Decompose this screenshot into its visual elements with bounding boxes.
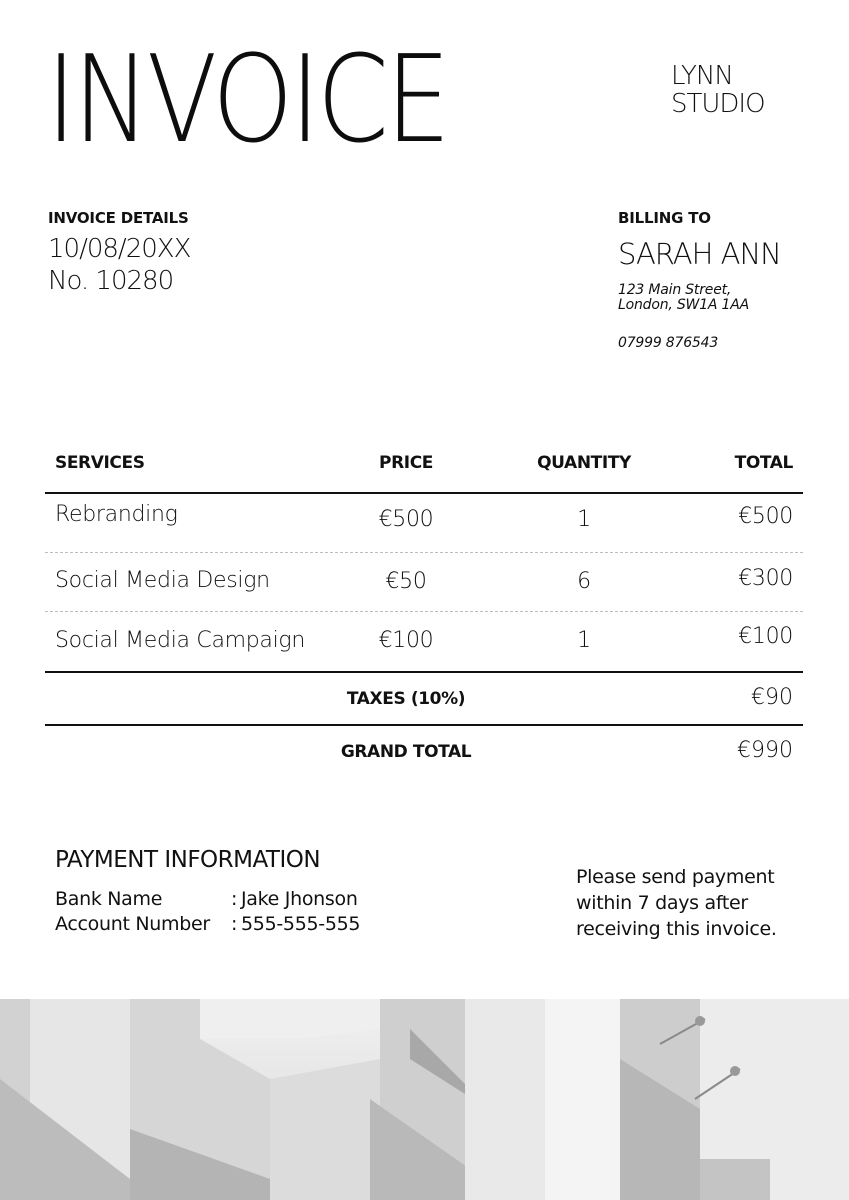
client-phone: 07999 876543 [618, 335, 719, 351]
row-price: €100 [378, 628, 434, 653]
billing-label: BILLING TO [618, 209, 711, 227]
table-row [45, 553, 803, 612]
client-name: SARAH ANN [618, 237, 781, 271]
account-number-key: Account Number [55, 913, 210, 935]
header-price: PRICE [379, 453, 433, 473]
invoice-details-label: INVOICE DETAILS [48, 209, 189, 227]
grand-total-row [45, 726, 803, 779]
row-quantity: 6 [577, 569, 591, 594]
row-price: €50 [385, 569, 427, 594]
row-service: Social Media Campaign [55, 628, 305, 653]
billing-to [618, 209, 818, 351]
payment-information [55, 847, 475, 937]
address-line-2: London, SW1A 1AA [618, 297, 749, 313]
invoice-date: 10/08/20XX [48, 234, 191, 264]
studio-name-line2: STUDIO [671, 89, 765, 119]
account-number-separator: : [231, 913, 238, 935]
grand-total-label: GRAND TOTAL [340, 742, 472, 762]
table-header-row [45, 440, 803, 494]
taxes-row [45, 673, 803, 726]
payment-title: PAYMENT INFORMATION [55, 847, 321, 873]
invoice-details [48, 209, 190, 297]
bank-name-line [55, 887, 475, 912]
row-total: €500 [738, 504, 793, 529]
table-row [45, 612, 803, 673]
client-address [618, 283, 818, 313]
row-total: €300 [738, 566, 793, 591]
row-service: Rebranding [55, 502, 178, 527]
studio-logo [671, 62, 801, 118]
invoice-number: No. 10280 [48, 266, 174, 296]
account-number-value: 555-555-555 [241, 913, 361, 935]
payment-note: Please send payment within 7 days after receiving this invoice. [576, 866, 777, 940]
bank-name-key: Bank Name [55, 888, 163, 910]
row-total: €100 [738, 624, 793, 649]
architecture-photo [0, 999, 849, 1200]
row-quantity: 1 [577, 628, 591, 653]
header-quantity: QUANTITY [537, 453, 631, 473]
grand-total-value: €990 [737, 738, 793, 763]
studio-name-line1: LYNN [671, 61, 733, 91]
row-price: €500 [378, 507, 434, 532]
header-services: SERVICES [55, 453, 145, 473]
table-row [45, 494, 803, 553]
row-service: Social Media Design [55, 568, 270, 593]
taxes-label: TAXES (10%) [346, 689, 466, 709]
account-number-line [55, 912, 475, 937]
invoice-title: INVOICE [46, 31, 448, 170]
address-line-1: 123 Main Street, [618, 282, 732, 298]
header-total: TOTAL [734, 453, 793, 473]
bank-name-separator: : [231, 888, 238, 910]
bank-name-value: Jake Jhonson [241, 888, 358, 910]
services-table [45, 440, 803, 779]
taxes-value: €90 [751, 685, 793, 710]
row-quantity: 1 [577, 507, 591, 532]
